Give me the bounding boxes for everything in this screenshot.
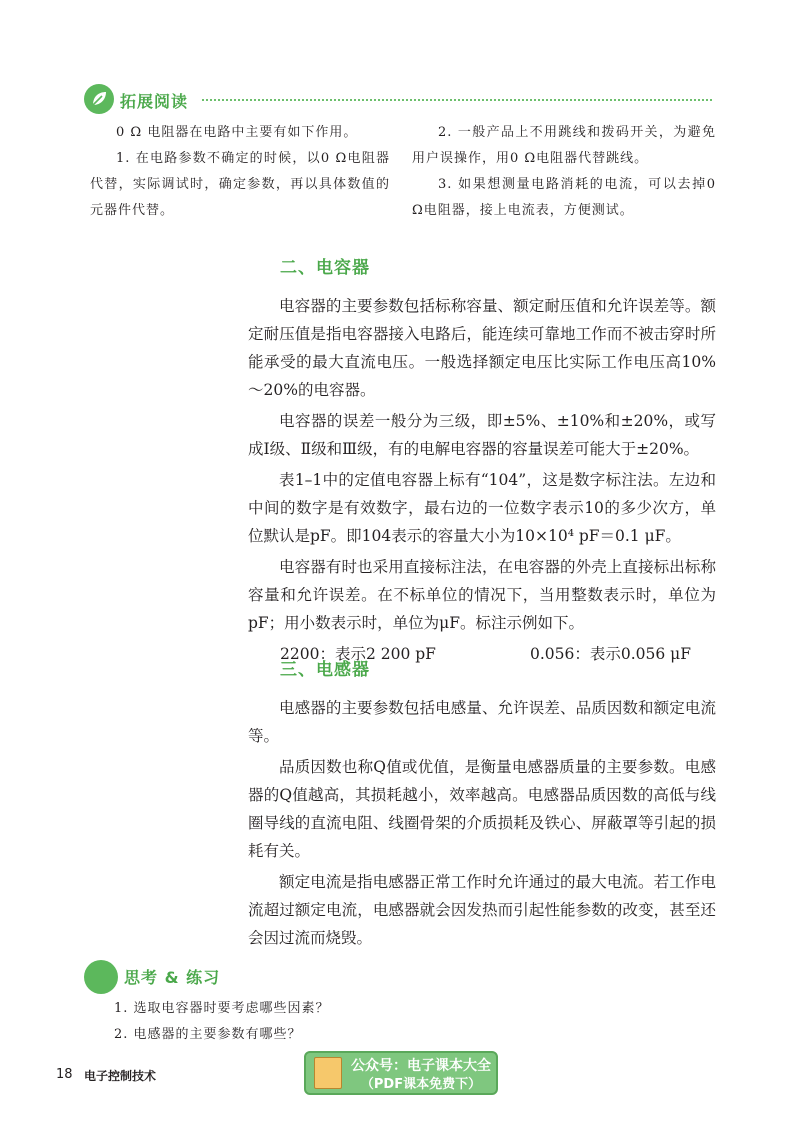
- watermark-line1: 公众号：电子课本大全: [351, 1058, 491, 1074]
- watermark-banner: [304, 1051, 498, 1095]
- extended-reading-right-column: [412, 120, 716, 224]
- example-decimal: 0.056：表示0.056 μF: [530, 645, 692, 663]
- inductor-paragraph: 额定电流是指电感器正常工作时允许通过的最大电流。若工作电流超过额定电流，电感器就会因发热而引起性能参数的改变，甚至还会因过流而烧毁。: [248, 873, 716, 947]
- capacitor-paragraph: 电容器的主要参数包括标称容量、额定耐压值和允许误差等。额定耐压值是指电容器接入电路后，能连续可靠地工作而不被击穿时所能承受的最大直流电压。一般选择额定电压比实际工作电压高10%～20%的电容器。: [248, 297, 716, 399]
- page-number: 18: [56, 1067, 73, 1082]
- exercise-badge-icon: [84, 960, 118, 994]
- example-integer: 2200：表示2 200 pF: [280, 645, 436, 663]
- exercise-item: 2. 电感器的主要参数有哪些？: [114, 1027, 302, 1042]
- inductor-paragraph: 电感器的主要参数包括电感量、允许误差、品质因数和额定电流等。: [248, 699, 716, 745]
- ext-left-paragraph: 1. 在电路参数不确定的时候，以0 Ω电阻器代替，实际调试时，确定参数，再以具体数值的元器件代替。: [90, 151, 390, 218]
- inductor-section: [248, 655, 716, 955]
- book-icon: [314, 1057, 342, 1089]
- leaf-icon: [84, 84, 114, 114]
- exercise-item: 1. 选取电容器时要考虑哪些因素？: [114, 1001, 330, 1016]
- capacitor-paragraph: 电容器的误差一般分为三级，即±5%、±10%和±20%，或写成Ⅰ级、Ⅱ级和Ⅲ级，有的电解电容器的容量误差可能大于±20%。: [248, 412, 716, 458]
- extended-reading-title: 拓展阅读: [120, 92, 189, 111]
- ext-right-paragraph: 3. 如果想测量电路消耗的电流，可以去掉0 Ω电阻器，接上电流表，方便测试。: [412, 177, 716, 218]
- extended-reading-header: [84, 80, 716, 120]
- section-title-inductor: 三、电感器: [280, 660, 370, 680]
- inductor-paragraph: 品质因数也称Q值或优值，是衡量电感器质量的主要参数。电感器的Q值越高，其损耗越小，效率越高。电感器品质因数的高低与线圈导线的直流电阻、线圈骨架的介质损耗及铁心、屏蔽罩等引起的损耗有关。: [248, 758, 716, 860]
- section-title-capacitor: 二、电容器: [280, 258, 370, 278]
- watermark-line2: （PDF课本免费下）: [360, 1077, 482, 1092]
- capacitor-section: [248, 253, 716, 668]
- capacitor-paragraph: 电容器有时也采用直接标注法，在电容器的外壳上直接标出标称容量和允许误差。在不标单位的情况下，当用整数表示时，单位为pF；用小数表示时，单位为μF。标注示例如下。: [248, 558, 716, 632]
- extended-reading-left-column: [90, 120, 390, 224]
- book-title: 电子控制技术: [84, 1069, 157, 1083]
- dotted-divider: [202, 99, 712, 101]
- ext-right-paragraph: 2. 一般产品上不用跳线和拨码开关，为避免用户误操作，用0 Ω电阻器代替跳线。: [412, 125, 716, 166]
- ext-left-paragraph: 0 Ω 电阻器在电路中主要有如下作用。: [116, 125, 358, 140]
- exercise-title: 思考 & 练习: [124, 968, 221, 987]
- capacitor-paragraph: 表1–1中的定值电容器上标有“104”，这是数字标注法。左边和中间的数字是有效数字，最右边的一位数字表示10的多少次方，单位默认是pF。即104表示的容量大小为10×10⁴ pF＝0.1 μF。: [248, 471, 716, 545]
